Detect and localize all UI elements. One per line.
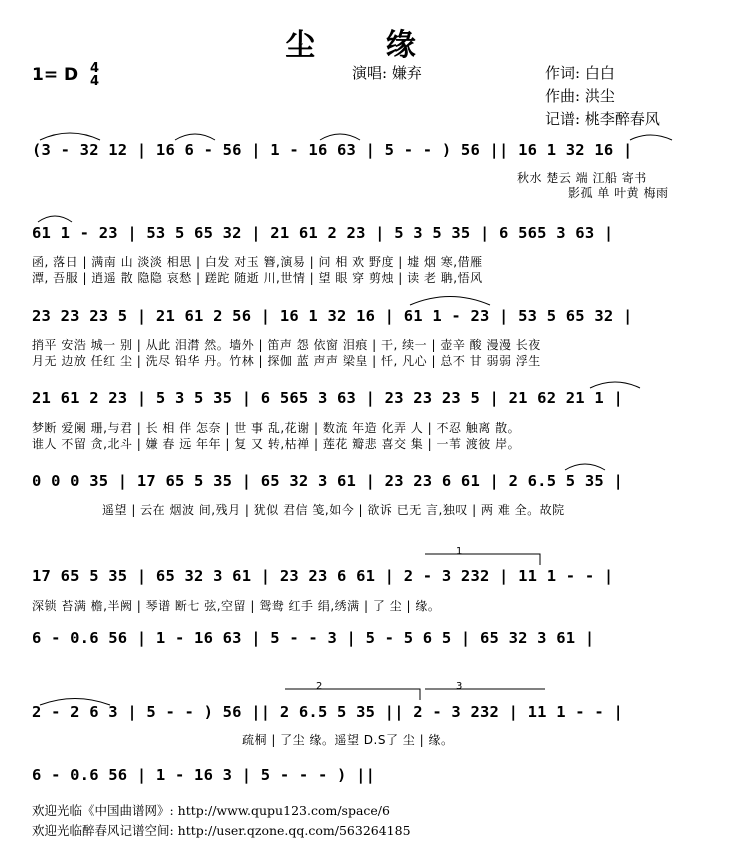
score-row-4-notes: 21 61 2 23 | 5 3 5 35 | 6 565 3 63 | 23 23 23 5 | 21 62 21 1 | — [32, 389, 623, 407]
score-row-2-notes: 61 1 - 23 | 53 5 65 32 | 21 61 2 23 | 5 3 5 35 | 6 565 3 63 | — [32, 224, 614, 242]
score-row-1-lyrics-v1: 秋水 楚云 端 江船 寄书 — [517, 171, 647, 185]
volta-2-bracket — [285, 689, 420, 700]
score-row-2-lyrics-v2: 潭, 吾服 | 逍遥 散 隐隐 哀愁 | 蹉跎 随逝 川,世情 | 望 眼 穿 剪烛 | 读 老 聃,悟风 — [32, 271, 483, 285]
score-row-7-notes: 6 - 0.6 56 | 1 - 16 63 | 5 - - 3 | 5 - 5 6 5 | 65 32 3 61 | — [32, 629, 595, 647]
volta-3-label: 3 — [456, 681, 463, 692]
slur-1 — [40, 133, 100, 140]
score-row-3-lyrics-v2: 月无 边放 任红 尘 | 洗尽 铅华 丹。竹林 | 探伽 蓝 声声 梁皇 | 忏, 凡心 | 总不 甘 弱弱 浮生 — [32, 354, 541, 368]
volta-1-bracket — [425, 554, 540, 565]
time-bottom: 4 — [90, 74, 100, 89]
slur-5 — [38, 216, 72, 222]
footer-link-1[interactable]: 欢迎光临《中国曲谱网》: http://www.qupu123.com/space/6 — [32, 803, 390, 818]
score-row-3-notes: 23 23 23 5 | 21 61 2 56 | 16 1 32 16 | 61 1 - 23 | 53 5 65 32 | — [32, 307, 633, 325]
score-row-8-lyrics: 疏桐 | 了尘 缘。遥望 D.S了 尘 | 缘。 — [242, 733, 454, 747]
score-row-1-lyrics-v2: 影孤 单 叶黄 梅雨 — [568, 186, 669, 200]
score-row-1-notes: (3 - 32 12 | 16 6 - 56 | 1 - 16 63 | 5 - - ) 56 || 16 1 32 16 | — [32, 141, 633, 159]
composer-credit: 作曲: 洪尘 — [545, 87, 615, 105]
slur-6 — [410, 297, 490, 306]
singer-credit: 演唱: 嫌弃 — [352, 64, 422, 82]
transcriber-credit: 记谱: 桃李醉春风 — [545, 110, 660, 128]
volta-2-label: 2 — [316, 681, 323, 692]
score-row-8-notes: 2 - 2 6 3 | 5 - - ) 56 || 2 6.5 5 35 || 2 - 3 232 | 11 1 - - | — [32, 703, 623, 721]
score-row-6-lyrics: 深锁 苔满 檐,半阙 | 琴谱 断七 弦,空留 | 鸳鸯 红手 绢,绣满 | 了 尘 | 缘。 — [32, 599, 441, 613]
score-row-5-notes: 0 0 0 35 | 17 65 5 35 | 65 32 3 61 | 23 23 6 61 | 2 6.5 5 35 | — [32, 472, 623, 490]
footer-link-2[interactable]: 欢迎光临醉春风记谱空间: http://user.qzone.qq.com/563264185 — [32, 823, 411, 838]
slur-8 — [40, 699, 110, 706]
score-row-4-lyrics-v1: 梦断 爱阑 珊,与君 | 长 相 伴 怎奈 | 世 事 乱,花谢 | 数流 年造 化弄 人 | 不忍 触离 散。 — [32, 421, 521, 435]
score-row-5-lyrics: 遥望 | 云在 烟波 间,残月 | 犹似 君信 笺,如今 | 欲诉 已无 言,独叹 | 两 难 全。故院 — [102, 503, 565, 517]
slur-3 — [320, 134, 360, 140]
score-row-9-notes: 6 - 0.6 56 | 1 - 16 3 | 5 - - - ) || — [32, 766, 376, 784]
volta-1-label: 1 — [456, 546, 463, 557]
slur-9 — [590, 382, 640, 388]
slur-4 — [630, 135, 672, 140]
score-row-2-lyrics-v1: 函, 落日 | 满南 山 淡淡 相思 | 白发 对玉 簪,演易 | 问 相 欢 野度 | 墟 烟 寒,借雁 — [32, 255, 483, 269]
score-row-3-lyrics-v1: 捎平 安浩 城一 别 | 从此 泪潸 然。墙外 | 笛声 怨 依窗 泪痕 | 干, 续一 | 壶辛 酸 漫漫 长夜 — [32, 338, 541, 352]
slur-7 — [565, 464, 605, 470]
score-row-6-notes: 17 65 5 35 | 65 32 3 61 | 23 23 6 61 | 2 - 3 232 | 11 1 - - | — [32, 567, 614, 585]
slur-2 — [175, 134, 215, 140]
lyricist-credit: 作词: 白白 — [545, 64, 615, 82]
key-label: 1= D — [32, 65, 79, 85]
score-row-4-lyrics-v2: 谁人 不留 贪,北斗 | 嫌 春 远 年年 | 复 又 转,枯禅 | 莲花 瓣悲 喜交 集 | 一苇 渡彼 岸。 — [32, 437, 521, 451]
song-title: 尘 缘 — [285, 28, 446, 63]
time-top: 4 — [90, 61, 100, 76]
